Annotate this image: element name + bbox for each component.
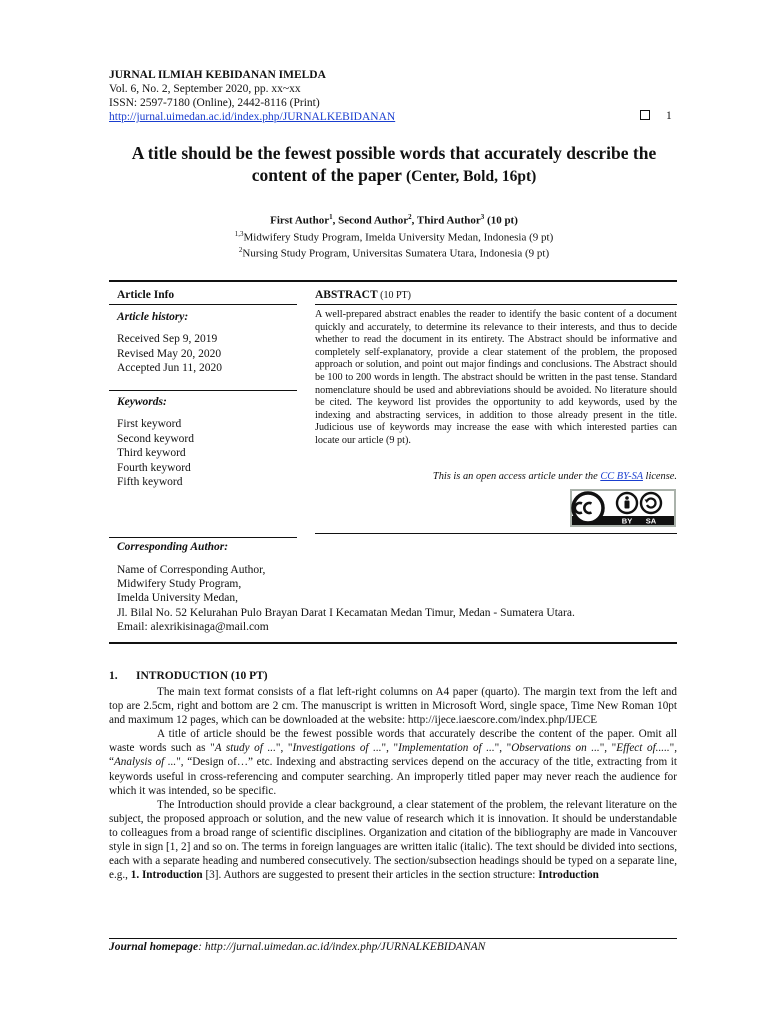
affiliation-1-text: Midwifery Study Program, Imelda University Medan, Indonesia (9 pt) [243, 231, 554, 244]
title-note: (Center, Bold, 16pt) [405, 168, 537, 185]
author-3-sup: 3 [480, 213, 485, 221]
page-number-area [640, 110, 672, 122]
affiliation-2-text: Nursing Study Program, Universitas Sumatera Utara, Indonesia (9 pt) [242, 247, 550, 260]
corr-email: Email: alexrikisinaga@mail.com [117, 620, 269, 633]
journal-url-link[interactable]: http://jurnal.uimedan.ac.id/index.php/JURNALKEBIDANAN [109, 111, 396, 123]
corresponding-rule [109, 537, 297, 538]
journal-name: JURNAL ILMIAH KEBIDANAN IMELDA [109, 69, 326, 81]
volume-info: Vol. 6, No. 2, September 2020, pp. xx~xx [109, 83, 301, 95]
author-size-note: (10 pt) [484, 214, 518, 227]
footer-url[interactable]: http://jurnal.uimedan.ac.id/index.php/JURNALKEBIDANAN [204, 941, 486, 953]
corresponding-heading: Corresponding Author: [117, 541, 229, 553]
affiliation-1 [109, 228, 679, 245]
by-icon-body [625, 501, 630, 509]
abstract-rule [315, 304, 677, 305]
author-block [109, 211, 679, 261]
abstract-text: A well-prepared abstract enables the reader to identify the basic content of a document quickly and accurately, to determine its relevance to their interests, and thus to decide whether to read the document in its entirety. The Abstract should be informative and completely self-explanatory, provide a clear statement of the problem, the proposed approach or solution, and point out major findings and conclusions. The Abstract should be 100 to 200 words in length. The abstract should be written in the past tense. Standard nomenclature should be used and abbreviations should be avoided. No literature should be cited. The keyword list provides the opportunity to add keywords, used by the indexing and abstracting services, in addition to those already present in the title. Judicious use of keywords may increase the ease with which interested parties can locate our article (9 pt). [315, 309, 677, 446]
bottom-rule [109, 642, 677, 644]
accepted-date: Accepted Jun 11, 2020 [117, 362, 222, 374]
abstract-bottom-rule [315, 533, 677, 534]
square-bullet-icon [640, 110, 650, 120]
section-title: INTRODUCTION (10 PT) [136, 670, 268, 682]
abstract-heading-label: ABSTRACT [315, 289, 378, 301]
section-number: 1. [109, 670, 118, 682]
keywords-heading: Keywords: [117, 396, 167, 408]
author-2: , Second Author [332, 214, 409, 227]
keyword-list [117, 417, 194, 490]
cc-by-sa-link[interactable]: CC BY-SA [600, 471, 643, 482]
affiliation-2 [109, 244, 679, 261]
by-label: BY [621, 516, 633, 526]
page-number: 1 [666, 110, 672, 122]
cc-by-sa-badge[interactable] [570, 489, 676, 527]
article-history [117, 332, 222, 376]
corr-program: Midwifery Study Program, [117, 578, 242, 591]
introduction-heading [109, 670, 268, 682]
revised-date: Revised May 20, 2020 [117, 347, 222, 360]
affiliation-2-sup: 2 [238, 246, 243, 255]
footer-rule [109, 938, 677, 939]
issn-info: ISSN: 2597-7180 (Online), 2442-8116 (Print) [109, 97, 320, 109]
top-rule [109, 280, 677, 282]
paper-title [109, 142, 679, 188]
intro-paragraph-3: The Introduction should provide a clear background, a clear statement of the problem, the relevant literature on the subject, the proposed approach or solution, and the new value of research which it is innovation. It should be understandable to colleagues from a broad range of scientific disciplines. Organization and citation of the bibliography are made in Vancouver style in sign [1, 2] and so on. The terms in foreign languages are written italic (italic). The text should be divided into sections, each with a separate heading and numbered consecutively. The section/subsection headings should be typed on a separate line, e.g., 1. Introduction [3]. Authors are suggested to present their articles in the section structure: Introduction [109, 798, 677, 882]
affiliation-1-sup: 1,3 [234, 229, 244, 238]
article-info-rule [109, 304, 297, 305]
title-main: A title should be the fewest possible words that accurately describe the content of the paper [131, 143, 657, 185]
by-icon-head [625, 496, 629, 500]
keyword-item: Third keyword [117, 447, 186, 459]
keyword-item: Fifth keyword [117, 476, 183, 488]
license-post: license. [642, 471, 677, 482]
footer-separator: : [198, 941, 205, 953]
license-line [315, 471, 677, 482]
corresponding-details [117, 563, 677, 634]
corr-name: Name of Corresponding Author, [117, 564, 266, 576]
keyword-item: Fourth keyword [117, 461, 191, 474]
author-2-sup: 2 [408, 213, 412, 221]
abstract-heading-note: (10 PT) [377, 290, 411, 301]
footer-label: Journal homepage [109, 941, 199, 953]
intro-paragraph-2: A title of article should be the fewest possible words that accurately describe the content of the paper. Omit all waste words such as "A study of ...", "Investigations of ...", "Implementation of ...", "Observations on ...", "Effect of.....", “Analysis of ...", “Design of…” etc. Indexing and abstracting services depend on the accuracy of the title, extracting from it keywords useful in cross-referencing and computer searching. An improperly titled paper may never reach the audience for which it was intended, so be specific. [109, 728, 678, 797]
sa-icon [641, 493, 661, 513]
keyword-item: First keyword [117, 418, 182, 430]
journal-footer [109, 941, 485, 953]
license-pre: This is an open access article under the [432, 471, 601, 482]
corr-university: Imelda University Medan, [117, 592, 239, 605]
keyword-item: Second keyword [117, 432, 194, 445]
corr-address: Jl. Bilal No. 52 Kelurahan Pulo Brayan Darat I Kecamatan Medan Timur, Medan - Sumatera Utara. [117, 606, 575, 619]
author-names [109, 211, 679, 228]
keywords-rule [109, 390, 297, 391]
intro-paragraph-1: The main text format consists of a flat left-right columns on A4 paper (quarto). The margin text from the left and top are 2.5cm, right and bottom are 2 cm. The manuscript is written in Microsoft Word, single space, Time New Roman 10pt and maximum 12 pages, which can be downloaded at the website: http://ijece.iaescore.com/index.php/IJECE [109, 686, 677, 727]
cc-badge-graphic [570, 489, 676, 527]
journal-header [109, 68, 679, 124]
sa-label: SA [645, 516, 657, 526]
article-info-heading: Article Info [117, 289, 175, 301]
introduction-body [109, 685, 677, 882]
author-1: First Author [270, 214, 330, 227]
abstract-heading [315, 289, 411, 301]
received-date: Received Sep 9, 2019 [117, 333, 218, 345]
author-1-sup: 1 [329, 213, 333, 221]
article-history-heading: Article history: [117, 311, 189, 323]
cc-icon [573, 493, 603, 523]
author-3: , Third Author [411, 214, 481, 227]
